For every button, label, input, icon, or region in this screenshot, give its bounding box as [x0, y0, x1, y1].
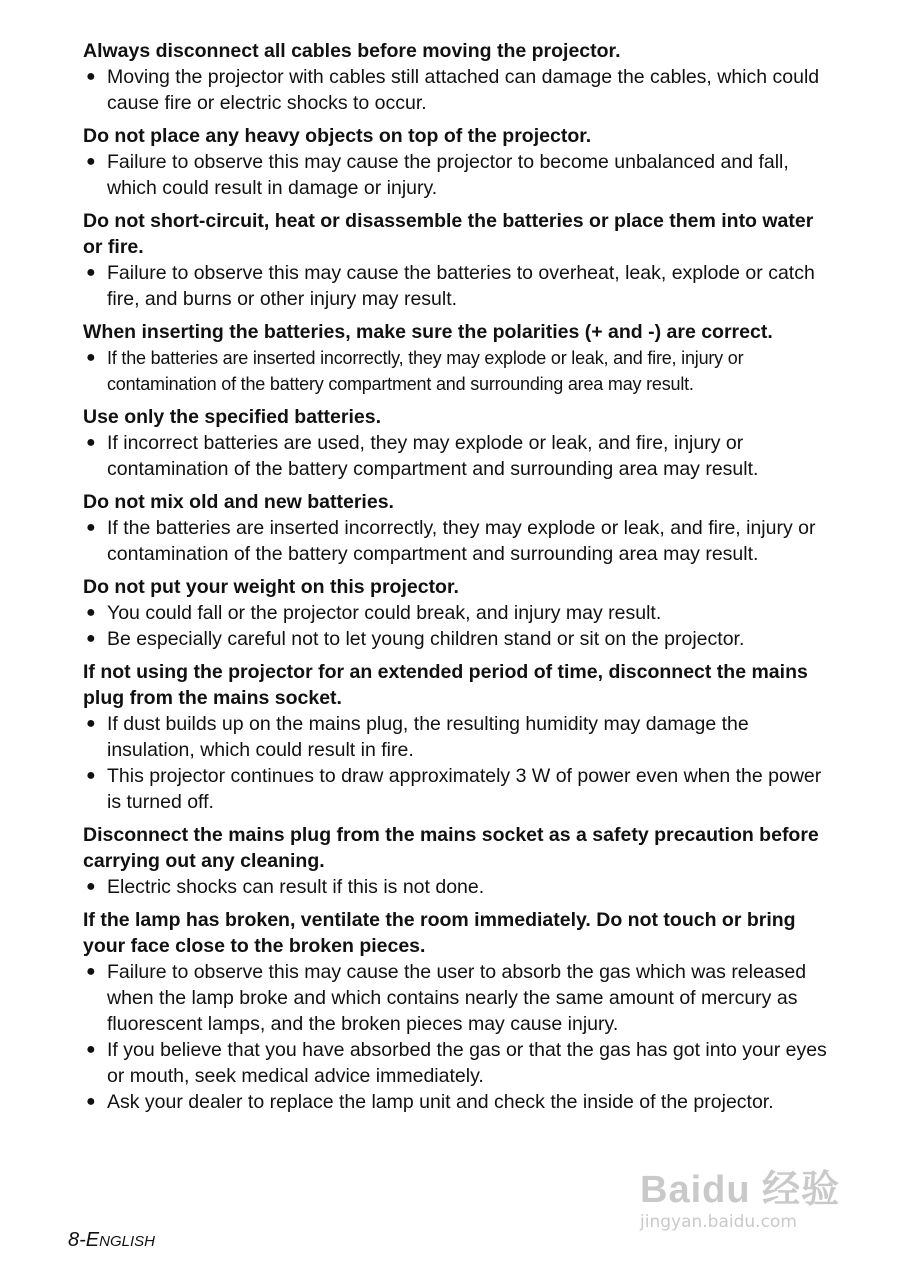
bullet-icon: ●: [86, 264, 96, 281]
bullet-item: ● Be especially careful not to let young children stand or sit on the projector.: [86, 628, 745, 650]
section-broken-lamp: [83, 907, 828, 1115]
bullet-icon: ●: [86, 767, 96, 784]
baidu-watermark: [640, 1168, 850, 1248]
section-heading: Do not place any heavy objects on top of the projector.: [83, 125, 592, 147]
bullet-icon: ●: [86, 519, 96, 536]
bullet-item: ● This projector continues to draw approximately 3 W of power even when the power is turned off.: [86, 765, 822, 813]
bullet-item: ● If you believe that you have absorbed the gas or that the gas has got into your eyes or mouth, seek medical advice immediately.: [86, 1039, 827, 1087]
bullet-icon: ●: [86, 604, 96, 621]
bullet-icon: ●: [86, 878, 96, 895]
section-specified-batteries: [83, 404, 828, 482]
bullet-item: ● If incorrect batteries are used, they may explode or leak, and fire, injury or contamination of the battery compartment and surrounding area may result.: [86, 432, 759, 480]
bullet-icon: ●: [86, 153, 96, 170]
section-heading: Do not short-circuit, heat or disassemble the batteries or place them into water or fire.: [83, 210, 814, 258]
watermark-url: jingyan.baidu.com: [640, 1212, 797, 1232]
section-heading: If not using the projector for an extended period of time, disconnect the mains plug from the mains socket.: [83, 661, 808, 709]
section-battery-polarity: [83, 319, 828, 397]
page-language: NGLISH: [99, 1233, 155, 1250]
bullet-icon: ●: [86, 349, 96, 366]
section-heavy-objects: [83, 123, 828, 201]
page-number: 8-E: [68, 1229, 100, 1251]
bullet-item: ● If the batteries are inserted incorrectly, they may explode or leak, and fire, injury or contamination of the battery compartment and surrounding area may result.: [86, 517, 816, 565]
bullet-icon: ●: [86, 1041, 96, 1058]
section-heading: When inserting the batteries, make sure the polarities (+ and -) are correct.: [83, 321, 773, 343]
bullet-item: ● Electric shocks can result if this is not done.: [86, 876, 485, 898]
bullet-item: ● Moving the projector with cables still attached can damage the cables, which could cause fire or electric shocks to occur.: [86, 66, 820, 114]
section-heading: Always disconnect all cables before moving the projector.: [83, 40, 621, 62]
section-heading: Disconnect the mains plug from the mains socket as a safety precaution before carrying out any cleaning.: [83, 824, 819, 872]
bullet-item: ● Failure to observe this may cause the projector to become unbalanced and fall, which could result in damage or injury.: [86, 151, 789, 199]
bullet-icon: ●: [86, 434, 96, 451]
section-heading: Use only the specified batteries.: [83, 406, 382, 428]
bullet-item: ● If the batteries are inserted incorrectly, they may explode or leak, and fire, injury or contamination of the battery compartment and surrounding area may result.: [83, 345, 828, 397]
bullet-item: ● Ask your dealer to replace the lamp unit and check the inside of the projector.: [86, 1091, 774, 1113]
baidu-logo: Baidu 经验: [640, 1169, 841, 1211]
section-batteries-short-circuit: [83, 208, 828, 312]
bullet-icon: ●: [86, 1093, 96, 1110]
section-cleaning: [83, 822, 828, 900]
section-heading: If the lamp has broken, ventilate the room immediately. Do not touch or bring your face close to the broken pieces.: [83, 909, 796, 957]
section-weight: [83, 574, 828, 652]
bullet-item: ● Failure to observe this may cause the batteries to overheat, leak, explode or catch fire, and burns or other injury may result.: [86, 262, 815, 310]
section-heading: Do not put your weight on this projector.: [83, 576, 459, 598]
bullet-icon: ●: [86, 630, 96, 647]
section-cables: [83, 38, 828, 116]
bullet-icon: ●: [86, 963, 96, 980]
page-footer: [68, 1229, 155, 1252]
section-heading: Do not mix old and new batteries.: [83, 491, 394, 513]
document-body: [83, 38, 828, 1122]
bullet-item: ● You could fall or the projector could break, and injury may result.: [86, 602, 662, 624]
bullet-icon: ●: [86, 715, 96, 732]
bullet-item: ● Failure to observe this may cause the user to absorb the gas which was released when the lamp broke and which contains nearly the same amount of mercury as fluorescent lamps, and the broken pieces may cause injury.: [86, 961, 807, 1035]
bullet-item: ● If dust builds up on the mains plug, the resulting humidity may damage the insulation, which could result in fire.: [86, 713, 749, 761]
bullet-icon: ●: [86, 68, 96, 85]
section-extended-period: [83, 659, 828, 815]
section-mix-batteries: [83, 489, 828, 567]
